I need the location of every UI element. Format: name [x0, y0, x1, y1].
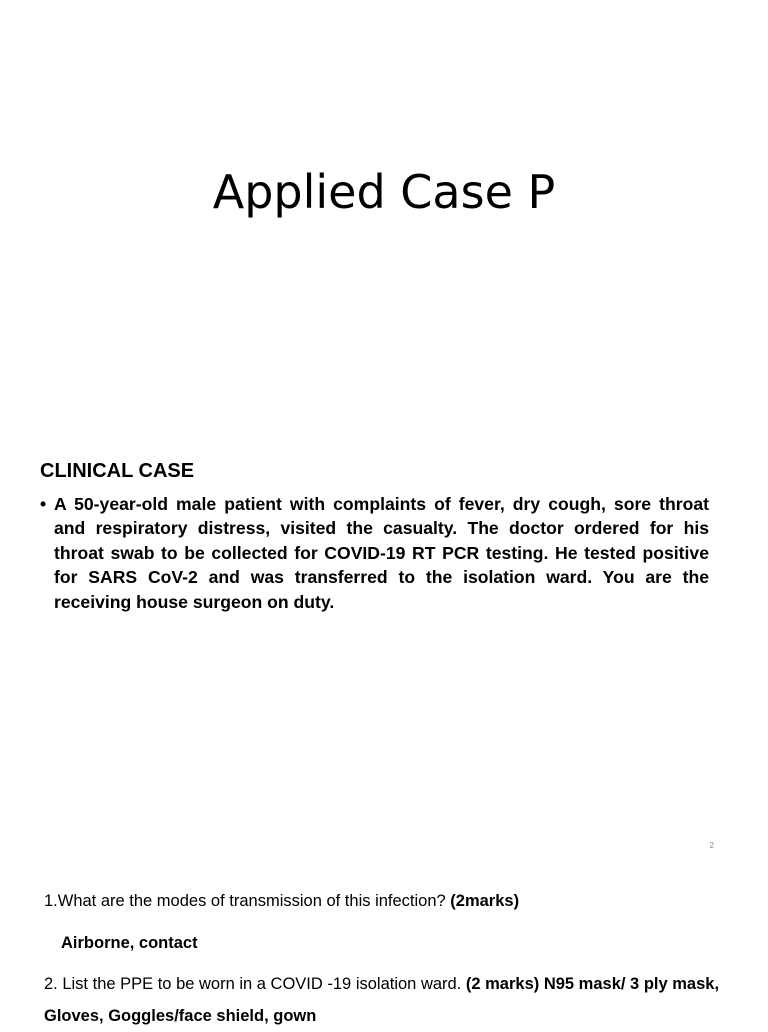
clinical-case-text: A 50-year-old male patient with complaints of fever, dry cough, sore throat and respiratory distress, visited the casualty. The doctor ordered for his throat swab to be collected for COVID-19 RT PCR testing. He tested positive for SARS CoV-2 and was transferred to the isolation ward. You are the receiving house surgeon on duty. [54, 494, 709, 612]
question-1 [44, 885, 519, 917]
slide-title: Applied Case P [212, 165, 556, 219]
question-2-text: 2. List the PPE to be worn in a COVID -19 isolation ward. [44, 975, 466, 993]
question-2-marks: (2 marks) [465, 975, 540, 993]
answer-1: Airborne, contact [61, 934, 198, 952]
clinical-case-heading: CLINICAL CASE [40, 460, 195, 482]
answer-2: N95 mask/ 3 ply mask, Gloves, Goggles/face shield, gown [44, 975, 720, 1025]
bullet-icon: • [40, 494, 47, 514]
question-1-text: 1.What are the modes of transmission of this infection? [44, 892, 451, 910]
clinical-case-bullet [40, 492, 709, 614]
question-1-marks: (2marks) [450, 892, 520, 910]
question-2 [44, 968, 734, 1032]
page-number: 2 [709, 841, 714, 850]
